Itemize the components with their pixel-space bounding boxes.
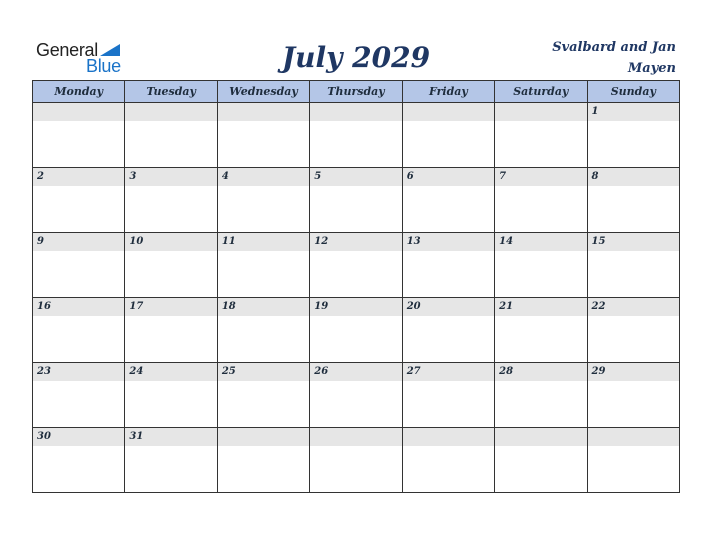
weekday-monday: Monday — [33, 81, 125, 103]
day-number: 7 — [499, 171, 507, 182]
day-cell[interactable] — [217, 233, 309, 298]
day-number: 11 — [221, 236, 236, 247]
day-number: 15 — [591, 236, 606, 247]
weekday-tuesday: Tuesday — [125, 81, 217, 103]
day-number-strip — [33, 168, 124, 186]
day-cell[interactable] — [587, 168, 679, 233]
day-number-strip — [33, 103, 124, 121]
day-number: 21 — [499, 301, 514, 312]
day-cell[interactable] — [587, 298, 679, 363]
day-number-strip — [403, 298, 494, 316]
weekday-wednesday: Wednesday — [217, 81, 309, 103]
day-cell[interactable] — [310, 168, 402, 233]
day-number-strip — [588, 428, 679, 446]
weekday-thursday: Thursday — [310, 81, 402, 103]
day-number-strip — [218, 168, 309, 186]
day-number: 31 — [129, 431, 144, 442]
day-number-strip — [495, 233, 586, 251]
day-number: 18 — [221, 301, 236, 312]
day-cell[interactable] — [587, 363, 679, 428]
day-number-strip — [588, 298, 679, 316]
day-cell[interactable] — [33, 363, 125, 428]
day-cell[interactable] — [587, 233, 679, 298]
day-number-strip — [588, 233, 679, 251]
day-number-strip — [310, 103, 401, 121]
day-cell[interactable] — [495, 298, 587, 363]
day-cell[interactable] — [125, 233, 217, 298]
day-cell[interactable] — [33, 428, 125, 493]
day-number: 14 — [499, 236, 514, 247]
day-number-strip — [310, 428, 401, 446]
weekday-friday: Friday — [402, 81, 494, 103]
day-number-strip — [588, 363, 679, 381]
day-number-strip — [125, 363, 216, 381]
day-cell[interactable] — [402, 298, 494, 363]
day-number-strip — [495, 168, 586, 186]
day-number-strip — [33, 428, 124, 446]
day-number: 6 — [406, 171, 414, 182]
day-number-strip — [218, 298, 309, 316]
day-number-strip — [403, 103, 494, 121]
day-cell[interactable] — [402, 168, 494, 233]
day-cell[interactable] — [495, 103, 587, 168]
day-number-strip — [33, 363, 124, 381]
day-cell[interactable] — [495, 168, 587, 233]
day-number-strip — [495, 103, 586, 121]
day-number: 2 — [37, 171, 44, 182]
day-cell[interactable] — [217, 298, 309, 363]
day-number-strip — [588, 103, 679, 121]
day-number-strip — [125, 168, 216, 186]
week-row — [33, 103, 680, 168]
day-number-strip — [310, 363, 401, 381]
logo — [36, 40, 132, 76]
day-number: 28 — [499, 366, 514, 377]
day-cell[interactable] — [217, 103, 309, 168]
day-number: 22 — [591, 301, 606, 312]
day-number-strip — [33, 233, 124, 251]
day-number: 10 — [129, 236, 144, 247]
day-cell[interactable] — [587, 103, 679, 168]
day-number-strip — [403, 168, 494, 186]
day-cell[interactable] — [495, 363, 587, 428]
day-number-strip — [588, 168, 679, 186]
day-number: 13 — [406, 236, 421, 247]
day-cell[interactable] — [402, 363, 494, 428]
day-number: 16 — [37, 301, 51, 312]
day-number-strip — [495, 363, 586, 381]
day-cell[interactable] — [33, 298, 125, 363]
day-number: 1 — [591, 106, 599, 117]
day-cell[interactable] — [310, 428, 402, 493]
week-row — [33, 233, 680, 298]
day-cell[interactable] — [217, 363, 309, 428]
logo-text-general: General — [36, 40, 98, 60]
day-cell[interactable] — [125, 428, 217, 493]
day-number-strip — [218, 233, 309, 251]
day-number: 19 — [314, 301, 329, 312]
week-row — [33, 428, 680, 493]
day-cell[interactable] — [402, 428, 494, 493]
day-cell[interactable] — [495, 428, 587, 493]
day-cell[interactable] — [587, 428, 679, 493]
day-number-strip — [125, 428, 216, 446]
day-number: 23 — [37, 366, 51, 377]
day-number-strip — [310, 233, 401, 251]
day-cell[interactable] — [310, 363, 402, 428]
day-number: 26 — [314, 366, 329, 377]
day-cell[interactable] — [495, 233, 587, 298]
day-number: 30 — [37, 431, 51, 442]
day-number-strip — [495, 428, 586, 446]
day-number: 20 — [406, 301, 421, 312]
day-number: 8 — [591, 171, 599, 182]
day-cell[interactable] — [125, 298, 217, 363]
day-cell[interactable] — [310, 298, 402, 363]
day-cell[interactable] — [33, 233, 125, 298]
day-number: 24 — [129, 366, 144, 377]
region-name: Svalbard and Jan Mayen — [552, 40, 676, 76]
weekday-saturday: Saturday — [495, 81, 587, 103]
day-cell[interactable] — [125, 363, 217, 428]
day-number-strip — [33, 298, 124, 316]
week-row — [33, 298, 680, 363]
day-cell[interactable] — [402, 233, 494, 298]
day-cell[interactable] — [402, 103, 494, 168]
calendar-title: July 2029 — [281, 41, 431, 74]
day-number-strip — [495, 298, 586, 316]
day-cell[interactable] — [217, 168, 309, 233]
logo-text-blue: Blue — [86, 56, 121, 76]
day-number: 25 — [221, 366, 236, 377]
day-number-strip — [403, 233, 494, 251]
day-number: 9 — [37, 236, 44, 247]
day-number-strip — [218, 363, 309, 381]
day-number-strip — [218, 103, 309, 121]
day-number-strip — [125, 103, 216, 121]
day-number: 27 — [406, 366, 421, 377]
day-cell[interactable] — [125, 103, 217, 168]
day-number: 29 — [591, 366, 606, 377]
day-cell[interactable] — [33, 103, 125, 168]
day-number-strip — [403, 363, 494, 381]
day-cell[interactable] — [310, 103, 402, 168]
week-row — [33, 363, 680, 428]
day-number: 17 — [129, 301, 144, 312]
day-number-strip — [125, 233, 216, 251]
day-cell[interactable] — [310, 233, 402, 298]
day-cell[interactable] — [217, 428, 309, 493]
day-number: 3 — [129, 171, 137, 182]
calendar-grid — [32, 80, 680, 493]
day-number: 4 — [221, 171, 229, 182]
day-number-strip — [403, 428, 494, 446]
day-number: 12 — [314, 236, 329, 247]
day-number: 5 — [314, 171, 322, 182]
week-row — [33, 168, 680, 233]
day-cell[interactable] — [125, 168, 217, 233]
weekday-sunday: Sunday — [587, 81, 679, 103]
day-number-strip — [125, 298, 216, 316]
day-number-strip — [310, 168, 401, 186]
day-number-strip — [218, 428, 309, 446]
weekday-header-row — [33, 81, 680, 103]
day-cell[interactable] — [33, 168, 125, 233]
day-number-strip — [310, 298, 401, 316]
flag-icon — [100, 42, 120, 56]
